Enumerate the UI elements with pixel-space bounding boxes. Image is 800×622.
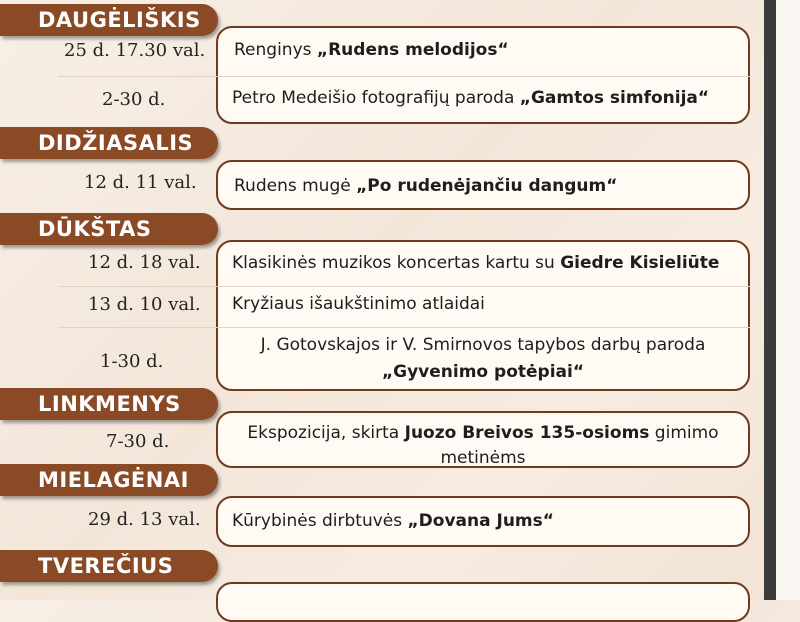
section-banner-mielagenai	[0, 464, 218, 496]
section-title: MIELAGĖNAI	[38, 468, 189, 492]
section-banner-daugeliskis	[0, 4, 218, 36]
event-date: 13 d. 10 val.	[88, 294, 201, 315]
section-title: DŪKŠTAS	[38, 217, 152, 241]
event-date: 7-30 d.	[106, 431, 170, 452]
event-title: Renginys „Rudens melodijos“	[234, 40, 509, 60]
section-title: DIDŽIASALIS	[38, 131, 194, 155]
event-date: 2-30 d.	[102, 89, 166, 110]
row-divider	[58, 76, 750, 77]
event-date: 1-30 d.	[100, 351, 164, 372]
event-title: Rudens mugė „Po rudenėjančiu dangum“	[234, 176, 618, 196]
event-title-line1: J. Gotovskajos ir V. Smirnovos tapybos darbų paroda	[260, 335, 706, 355]
event-title: Petro Medeišio fotografijų paroda „Gamtos simfonija“	[232, 88, 710, 108]
row-divider	[58, 286, 750, 287]
event-date: 29 d. 13 val.	[88, 509, 201, 530]
event-title-line2: „Gyvenimo potėpiai“	[381, 362, 585, 382]
section-banner-linkmenys	[0, 388, 218, 420]
event-card-tvereciuss	[216, 582, 750, 622]
event-title-line1: Ekspozicija, skirta Juozo Breivos 135-osioms gimimo	[247, 423, 719, 443]
event-title: Klasikinės muzikos koncertas kartu su Giedre Kisieliūte	[232, 253, 720, 273]
section-banner-didziasalis	[0, 127, 218, 159]
event-title: Kūrybinės dirbtuvės „Dovana Jums“	[232, 511, 554, 531]
event-date: 25 d. 17.30 val.	[64, 40, 206, 61]
section-banner-tvereciuss	[0, 550, 218, 582]
event-date: 12 d. 11 val.	[84, 172, 197, 193]
section-title: TVEREČIUS	[38, 554, 174, 578]
page-right-border	[764, 0, 776, 600]
event-title-line2: metinėms	[440, 448, 526, 468]
section-title: LINKMENYS	[38, 392, 181, 416]
event-date: 12 d. 18 val.	[88, 252, 201, 273]
section-banner-dukstas	[0, 213, 218, 245]
section-title: DAUGĖLIŠKIS	[38, 8, 201, 32]
event-title: Kryžiaus išaukštinimo atlaidai	[232, 294, 485, 314]
row-divider	[58, 327, 750, 328]
page-right-panel	[776, 0, 800, 600]
